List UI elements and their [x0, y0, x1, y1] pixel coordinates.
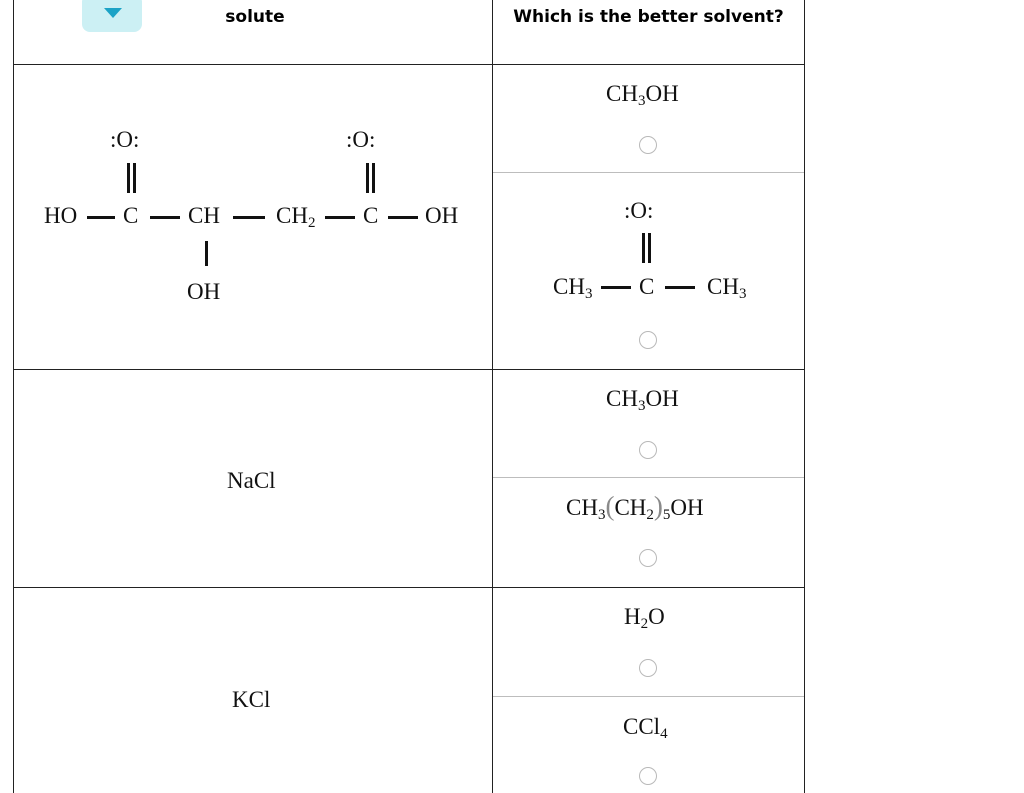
option-2a-formula: $CH_3OH$	[606, 386, 679, 414]
option-divider-3	[493, 696, 804, 697]
option-3a-formula: $H_2O$	[624, 604, 665, 632]
acetone-ch3-left: $CH_3$	[553, 274, 593, 302]
header-row-divider	[13, 64, 805, 65]
carbonyl-oxygen-right: :O:	[346, 127, 376, 152]
bond-c-ch	[150, 216, 180, 219]
solute-kcl: KCl	[232, 687, 271, 712]
column-divider	[492, 0, 493, 793]
structure-ho: HO	[44, 203, 78, 228]
solvent-column-header: Which is the better solvent?	[513, 7, 784, 27]
acetone-ch3-right: $CH_3$	[707, 274, 747, 302]
acetone-double-bond-b	[648, 233, 651, 263]
bond-ho-c	[87, 216, 115, 219]
column-dropdown-button[interactable]	[82, 0, 142, 32]
option-3b-radio[interactable]	[639, 767, 657, 785]
structure-c-right: C	[363, 203, 379, 228]
table-left-border	[13, 0, 14, 793]
structure-ch2: $CH_2$	[276, 203, 316, 231]
option-3b-formula: CCl$_4$	[623, 714, 668, 742]
row-divider-1	[13, 369, 805, 370]
option-1b-radio[interactable]	[639, 331, 657, 349]
option-3a-radio[interactable]	[639, 659, 657, 677]
caret-down-icon	[104, 8, 122, 18]
option-divider-2	[493, 477, 804, 478]
solute-nacl: NaCl	[227, 468, 276, 493]
acetone-bond-left	[601, 286, 631, 289]
double-bond-right-a	[366, 163, 369, 193]
acetone-c: C	[639, 274, 655, 299]
option-divider-1	[493, 172, 804, 173]
row-divider-2	[13, 587, 805, 588]
acetone-bond-right	[665, 286, 695, 289]
bond-c-oh	[388, 216, 418, 219]
bond-ch-oh-vertical	[205, 241, 208, 266]
option-2a-radio[interactable]	[639, 441, 657, 459]
option-2b-radio[interactable]	[639, 549, 657, 567]
double-bond-right-b	[372, 163, 375, 193]
table-right-border	[804, 0, 805, 793]
acetone-oxygen: :O:	[624, 198, 654, 223]
structure-oh-right: OH	[425, 203, 459, 228]
option-1a-radio[interactable]	[639, 136, 657, 154]
option-1a-formula: $CH_3OH$	[606, 81, 679, 109]
structure-ch: CH	[188, 203, 220, 228]
double-bond-left-b	[133, 163, 136, 193]
solute-column-header: solute	[225, 7, 285, 27]
structure-oh-below: OH	[187, 279, 221, 304]
carbonyl-oxygen-left: :O:	[110, 127, 140, 152]
acetone-double-bond-a	[642, 233, 645, 263]
option-2b-formula: $CH_3(CH_2)_5OH$	[566, 491, 704, 523]
bond-ch2-c	[325, 216, 355, 219]
double-bond-left-a	[127, 163, 130, 193]
structure-c-left: C	[123, 203, 139, 228]
bond-ch-ch2	[233, 216, 265, 219]
